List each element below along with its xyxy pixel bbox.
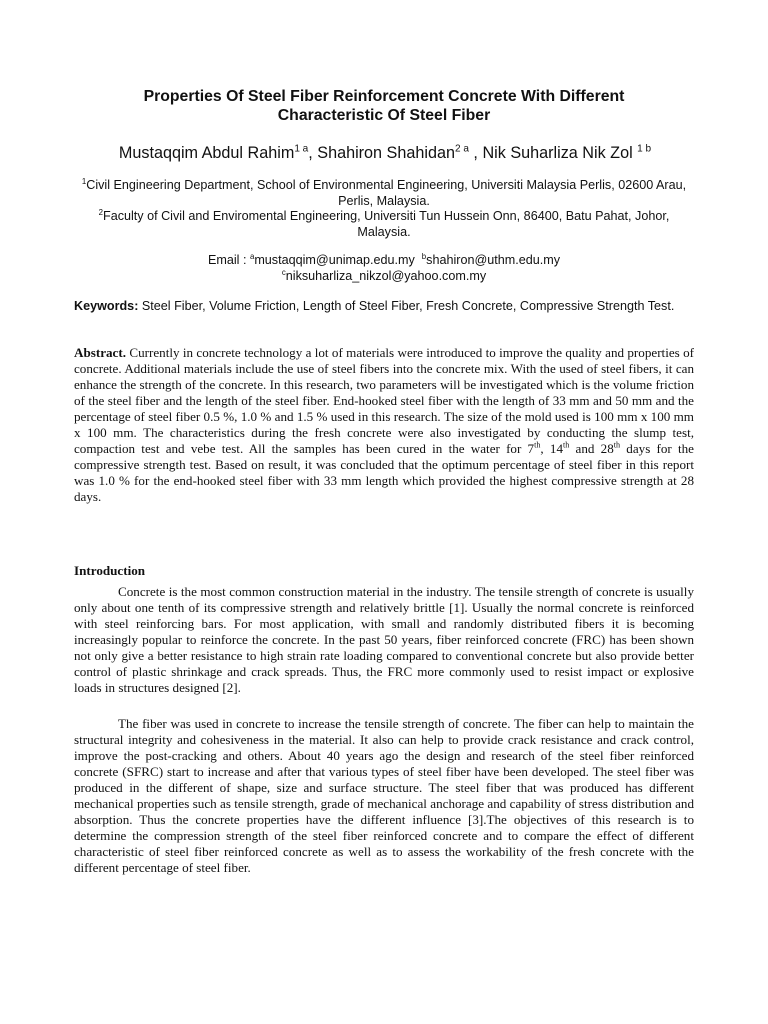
affiliation-1 (74, 178, 694, 209)
affiliation-text: Faculty of Civil and Enviromental Engineering, Universiti Tun Hussein Onn, 86400, Batu Pahat, Johor, Malaysia. (103, 209, 670, 239)
author-affiliation-mark: 2 a (454, 143, 469, 155)
title-line-1: Properties Of Steel Fiber Reinforcement Concrete With Different (143, 88, 625, 105)
introduction-heading: Introduction (74, 563, 146, 578)
keywords-text: Steel Fiber, Volume Friction, Length of Steel Fiber, Fresh Concrete, Compressive Strength Test. (141, 299, 675, 313)
keywords-label: Keywords: (74, 299, 139, 313)
email-mark: a (249, 251, 255, 261)
author-separator: , (468, 144, 483, 162)
author-name: Shahiron Shahidan (317, 144, 455, 162)
abstract-text: days for the compressive strength test. Based on result, it was concluded that the optimum percentage of steel fiber in this report was 1.0 % for the end-hooked steel fiber with 33 mm length which provided the highest compressive strength at 28 days. (74, 441, 694, 505)
email-block (74, 253, 694, 284)
title-line-2: Characteristic Of Steel Fiber (277, 107, 491, 124)
paper-title (74, 87, 694, 125)
author-affiliation-mark: 1 b (637, 143, 652, 155)
affiliation-2 (74, 209, 694, 240)
ordinal-suffix: th (563, 440, 570, 450)
email-line-2 (74, 269, 694, 285)
email-address[interactable]: mustaqqim@unimap.edu.my (254, 253, 415, 267)
ordinal-suffix: th (613, 440, 621, 450)
email-address[interactable]: shahiron@uthm.edu.my (426, 253, 561, 267)
abstract-text: and 28 (569, 441, 614, 457)
author-separator: , (308, 144, 318, 162)
author-name: Nik Suharliza Nik Zol (482, 144, 633, 162)
affiliation-mark: 1 (81, 176, 87, 186)
introduction-paragraph-2: The fiber was used in concrete to increase the tensile strength of concrete. The fiber can help to maintain the structural integrity and cohesiveness in the material. It also can help to provide crack resistance and crack control, improve the post-cracking and others. About 40 years ago the design and research of the steel fiber reinforced concrete (SFRC) start to increase and after that various types of steel fiber have been developed. The steel fiber was produced in the different of shape, size and surface structure. The steel fiber that was produced has different mechanical properties such as tensile strength, grade of mechanical anchorage and capability of stress distribution and absorption. Thus the concrete properties have the different influence [3].The objectives of this research is to determine the compression strength of the steel fiber reinforced concrete and to compare the effect of different characteristic of steel fiber reinforced concrete as well as to assess the workability of the fresh concrete with the different percentage of steel fiber. (74, 716, 694, 876)
author-affiliation-mark: 1 a (294, 143, 309, 155)
email-line-1 (74, 253, 694, 269)
abstract-label: Abstract. (74, 345, 126, 360)
email-mark: c (281, 267, 286, 277)
author-list (60, 143, 710, 163)
email-label: Email : (207, 253, 250, 267)
abstract-text: Currently in concrete technology a lot of materials were introduced to improve the quality and properties of concrete. Additional materials include the use of steel fibers into the concrete mix. With the used of steel fibers, it can enhance the strength of the concrete. In this research, two parameters will be investigated which is the volume friction of the steel fiber and the length of the steel fiber. End-hooked steel fiber with the length of 33 mm and 50 mm and the percentage of steel fiber 0.5 %, 1.0 % and 1.5 % used in this research. The size of the mold used is 100 mm x 100 mm x 100 mm. The characteristics during the fresh concrete were also investigated by conducting the slump test, compaction test and vebe test. All the samples has been cured in the water for 7 (74, 345, 694, 457)
introduction-paragraph-1: Concrete is the most common construction material in the industry. The tensile strength of concrete is usually only about one tenth of its compressive strength and relatively brittle [1]. Usually the normal concrete is reinforced with steel reinforcing bars. For most application, with small and randomly distributed fibers it is becoming increasingly popular to reinforce the concrete. In the past 50 years, fiber reinforced concrete (FRC) has been shown not only give a better resistance to high strain rate loading compared to conventional concrete but also provide better control of plastic shrinkage and crack spreads. Thus, the FRC more commonly used to resist impact or explosive loads in structures designed [2]. (74, 584, 694, 696)
email-address[interactable]: niksuharliza_nikzol@yahoo.com.my (285, 268, 487, 283)
author-name: Mustaqqim Abdul Rahim (118, 144, 295, 162)
abstract-text: , 14 (540, 441, 564, 457)
email-mark: b (421, 251, 427, 261)
ordinal-suffix: th (534, 440, 541, 450)
affiliation-text: Civil Engineering Department, School of Environmental Engineering, Universiti Malaysia Perlis, 02600 Arau, Perlis, Malaysia. (86, 178, 687, 208)
abstract-section (74, 345, 694, 505)
keywords-section (74, 298, 694, 314)
affiliation-mark: 2 (98, 207, 103, 217)
